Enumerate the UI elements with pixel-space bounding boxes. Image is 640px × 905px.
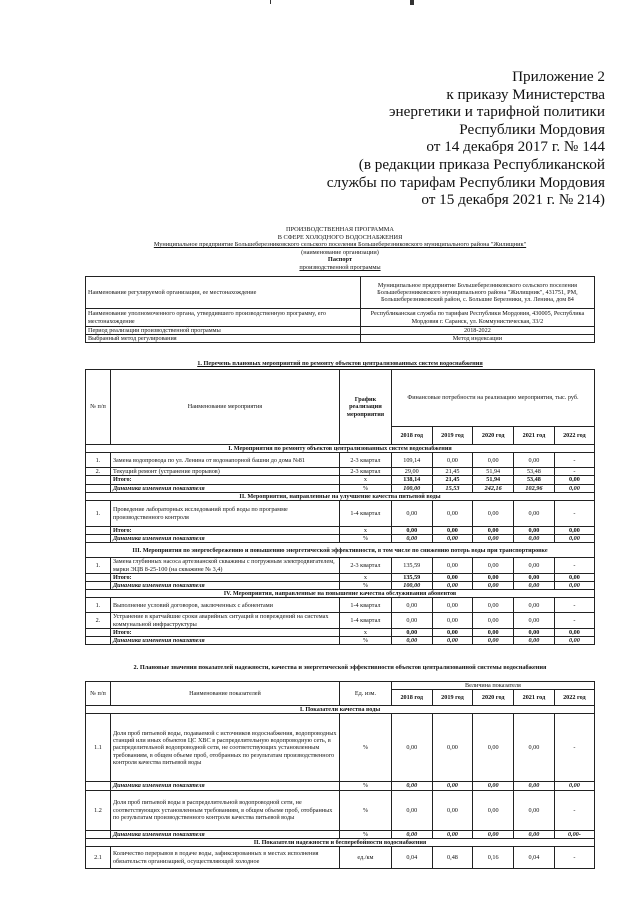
row-value: 0,00 [432,613,473,628]
row-value: - [554,501,594,527]
row-value: - [554,598,594,613]
table-row [86,582,595,590]
column-header-year: 2018 год [391,690,432,706]
row-value: 0,00 [391,782,432,790]
passport-label: Период реализации производственной программы [86,327,361,335]
row-value: 135,59 [391,558,432,573]
row-name: Итого: [110,573,339,581]
row-name: Замена глубинных насоса артезианской скважины с погружным электродвигателем, марки ЭЦВ 8-25-100 (на скважине № 3,4) [110,558,339,573]
row-value: - [554,558,594,573]
table-row [86,527,595,535]
passport-label: Выбранный метод регулирования [86,335,361,343]
row-schedule: x [339,476,391,484]
column-header-no: № п/п [86,370,111,445]
row-value: 0,00 [432,501,473,527]
row-value: 0,00 [473,830,514,838]
table-row [86,790,595,830]
row-name: Доля проб питьевой воды в распределительной водопроводной сети, не соответствующих установленным требованиям, в общем объеме проб, отобранных по результатам производственного контроля качества питьевой воды [110,790,339,830]
row-name: Замена водопровода по ул. Ленина от водонапорной башни до дома №81 [110,453,339,468]
row-value: 0,00 [514,714,555,782]
row-value: 0,00 [432,830,473,838]
column-header-year: 2022 год [554,427,594,445]
table-row [86,782,595,790]
row-value: 0,00 [391,628,432,636]
table-row [86,573,595,581]
row-value: 0,00 [514,582,555,590]
section-row [86,838,595,846]
row-schedule: % [339,484,391,492]
row-value: 0,00 [391,637,432,645]
indicators-table [85,681,595,869]
row-value: 0,00 [391,714,432,782]
table-row [86,327,595,335]
row-unit: % [339,714,391,782]
row-value: 0,48 [432,847,473,869]
table-row [86,277,595,309]
row-value: 0,04 [514,847,555,869]
column-header-year: 2019 год [432,427,473,445]
table-row [86,637,595,645]
passport-label: Наименование уполномоченного органа, утвердившего производственную программу, его местонахождение [86,309,361,327]
section-row [86,706,595,714]
organization-name: Муниципальное предприятие Большеберезниковского сельского поселения Большеберезниковского муниципального района "Жилищник" [153,241,527,249]
row-value: - [554,453,594,468]
row-value: 0,00 [514,501,555,527]
row-unit: % [339,790,391,830]
column-header-schedule: График реализации мероприятия [339,370,391,445]
row-value: 0,00 [391,613,432,628]
column-header-year: 2021 год [514,427,555,445]
table-row [86,830,595,838]
row-value: 0,00 [473,558,514,573]
passport-value: 2018-2022 [360,327,594,335]
section-row [86,492,595,500]
section-row [86,543,595,558]
row-value: 0,00 [514,527,555,535]
row-schedule: x [339,527,391,535]
row-value: - [554,790,594,830]
row-value: 0,00 [473,535,514,543]
row-value: 0,00 [473,613,514,628]
row-value: - [554,847,594,869]
row-schedule: 1-4 квартал [339,598,391,613]
appendix-line: (в редакции приказа Республиканской [358,155,605,173]
column-header-financing: Финансовые потребности на реализацию мероприятия, тыс. руб. [391,370,594,427]
row-schedule: x [339,628,391,636]
row-value: 0,00 [473,598,514,613]
row-value: 0,00 [432,558,473,573]
row-value: 0,00 [473,453,514,468]
row-number [86,484,111,492]
row-value: 0,00 [391,598,432,613]
column-header-year: 2018 год [391,427,432,445]
row-value: 0,00 [514,830,555,838]
table-row [86,535,595,543]
row-value: 0,00 [554,535,594,543]
passport-value: Муниципальное предприятие Большеберезниковского сельского поселения Большеберезниковского муниципального района "Жилищник", 431751, РМ, Большеберезниковский район, с. Большие Березники, ул. Ленина, дом 84 [360,277,594,309]
row-value: 0,16 [473,847,514,869]
row-number: 1. [86,453,111,468]
row-value: 29,00 [391,468,432,476]
row-unit: % [339,830,391,838]
appendix-line: службы по тарифам Республики Мордовия [326,173,605,191]
scan-mark [410,0,414,5]
row-number: 1. [86,558,111,573]
appendix-line: к приказу Министерства [446,85,605,103]
row-number [86,573,111,581]
row-name: Динамика изменения показателя [110,484,339,492]
table2-title: 2. Плановые значения показателей надежности, качества и энергетической эффективности объектов централизованной системы водоснабжения [133,664,547,671]
row-value: 0,00 [391,535,432,543]
appendix-line: энергетики и тарифной политики [388,103,605,121]
table-row [86,598,595,613]
row-value: 0,00 [391,830,432,838]
appendix-line: Республики Мордовия [459,120,605,138]
section-title: II. Мероприятия, направленные на улучшение качества питьевой воды [86,492,595,500]
row-value: 53,48 [514,476,555,484]
row-value: 0,00 [514,573,555,581]
row-value: 53,48 [514,468,555,476]
table-row [86,847,595,869]
passport-value: Метод индексации [360,335,594,343]
row-name: Количество перерывов в подаче воды, зафиксированных в местах исполнения обязательств организацией, осуществляющей холодное [110,847,339,869]
table-header-row [86,370,595,427]
row-value: 109,14 [391,453,432,468]
row-number [86,476,111,484]
section-row [86,445,595,453]
row-value: 0,00 [514,613,555,628]
column-header-year: 2020 год [473,690,514,706]
table2-wrap [85,681,595,869]
passport-table-wrap [85,276,595,343]
row-value: 0,00 [514,558,555,573]
row-value: 0,00 [514,790,555,830]
column-header-year: 2019 год [432,690,473,706]
row-value: 0,00 [432,582,473,590]
row-name: Итого: [110,476,339,484]
row-number [86,535,111,543]
row-value: 0,00 [391,790,432,830]
row-value: 0,00 [432,598,473,613]
row-value: 0,00 [473,573,514,581]
section-title: I. Мероприятия по ремонту объектов централизованных систем водоснабжения [86,445,595,453]
row-name: Проведение лабораторных исследований проб воды по программе производственного контроля [110,501,339,527]
column-header-value: Величина показателя [391,682,594,690]
passport-value: Республиканская служба по тарифам Республики Мордовия, 430005, Республика Мордовия г. Саранск, ул. Коммунистическая, 33/2 [360,309,594,327]
appendix-line: от 15 декабря 2021 г. № 214) [421,191,605,209]
row-value: 0,04 [391,847,432,869]
row-unit: % [339,782,391,790]
row-value: 15,53 [432,484,473,492]
row-value: 100,00 [391,582,432,590]
row-name: Устранение в кратчайшие сроки аварийных ситуаций и повреждений на системах коммунальной инфраструктуры [110,613,339,628]
row-value: 0,00 [514,637,555,645]
row-value: 0,00 [554,628,594,636]
row-unit: ед./км [339,847,391,869]
row-value: 0,00 [554,582,594,590]
row-number: 1. [86,501,111,527]
row-value: 0,00 [432,535,473,543]
column-header-year: 2022 год [554,690,594,706]
table-header-row [86,682,595,690]
row-number [86,782,111,790]
section-row [86,590,595,598]
column-header-name: Наименование показателей [110,682,339,706]
row-value: 242,16 [473,484,514,492]
row-value: 51,94 [473,468,514,476]
row-name: Итого: [110,527,339,535]
column-header-year: 2021 год [514,690,555,706]
scan-mark [270,0,271,4]
row-value: 0,00 [473,790,514,830]
table-row [86,501,595,527]
activities-table [85,369,595,645]
row-name: Динамика изменения показателя [110,582,339,590]
row-number [86,628,111,636]
table-row [86,468,595,476]
organization-caption: (наименование организации) [301,248,379,256]
row-value: 0,00 [432,637,473,645]
row-value: 0,00 [432,790,473,830]
row-name: Динамика изменения показателя [110,637,339,645]
passport-label: Наименование регулируемой организации, ее местонахождение [86,277,361,309]
row-value: 0,00 [554,476,594,484]
row-value: 0,00 [554,573,594,581]
passport-table [85,276,595,343]
row-value: 0,00 [554,484,594,492]
column-header-unit: Ед. изм. [339,682,391,706]
table-row [86,335,595,343]
column-header-year: 2020 год [473,427,514,445]
program-title: ПРОИЗВОДСТВЕННАЯ ПРОГРАММА [286,226,394,233]
table-row [86,613,595,628]
row-value: 0,00 [514,453,555,468]
row-value: 0,00 [432,628,473,636]
row-value: - [554,468,594,476]
row-value: 0,00 [514,598,555,613]
row-schedule: % [339,535,391,543]
row-number [86,830,111,838]
column-header-no: № п/п [86,682,111,706]
passport-subtitle: производственной программы [299,263,381,271]
column-header-name: Наименование мероприятия [110,370,339,445]
row-value: 0,00 [473,501,514,527]
row-value: 0,00 [514,535,555,543]
row-number: 2. [86,468,111,476]
table-row [86,309,595,327]
row-value: 0,00 [432,453,473,468]
table-row [86,714,595,782]
row-value: - [554,613,594,628]
row-schedule: x [339,573,391,581]
row-value: 0,00 [554,637,594,645]
row-value: 0,00 [473,582,514,590]
table-row [86,453,595,468]
row-value: 100,00 [391,484,432,492]
row-number: 1.1 [86,714,111,782]
row-schedule: 2-3 квартал [339,453,391,468]
row-name: Текущий ремонт (устранение прорывов) [110,468,339,476]
appendix-line: от 14 декабря 2017 г. № 144 [426,138,605,156]
section-title: IV. Мероприятия, направленные на повышение качества обслуживания абонентов [86,590,595,598]
row-value: 135,59 [391,573,432,581]
row-number: 2.1 [86,847,111,869]
row-value: 0,00 [473,714,514,782]
appendix-header [327,68,605,209]
table-row [86,628,595,636]
row-value: 0,00 [473,782,514,790]
row-value: 0,00 [432,527,473,535]
row-value: 102,96 [514,484,555,492]
passport-title: Паспорт [327,256,353,264]
row-schedule: 1-4 квартал [339,613,391,628]
row-name: Итого: [110,628,339,636]
row-value: 0,00 [514,782,555,790]
row-value: 0,00 [514,628,555,636]
row-value: 51,94 [473,476,514,484]
row-number [86,527,111,535]
table-row [86,484,595,492]
row-name: Динамика изменения показателя [110,535,339,543]
row-value: 0,00 [473,637,514,645]
row-value: 21,45 [432,468,473,476]
row-name: Доля проб питьевой воды, подаваемой с источников водоснабжения, водопроводных станций или иных объектов ЦС ХВС в распределительную водопроводную сеть, в распределительной водопроводной сети, не соответствующих установленным требованиям, в общем объеме проб, отобранных по результатам производственного контроля качества питьевой воды [110,714,339,782]
row-value: 0,00- [554,830,594,838]
program-subtitle: В СФЕРЕ ХОЛОДНОГО ВОДОСНАБЖЕНИЯ [277,233,403,241]
table1-title: 1. Перечень плановых мероприятий по ремонту объектов централизованных систем водоснабжения [197,360,483,367]
row-schedule: % [339,582,391,590]
row-value: 21,45 [432,476,473,484]
row-value: 0,00 [391,527,432,535]
row-value: 0,00 [432,782,473,790]
section-title: II. Показатели надежности и бесперебойности водоснабжения [86,838,595,846]
row-value: - [554,714,594,782]
table-row [86,558,595,573]
row-value: 0,00 [554,527,594,535]
row-schedule: % [339,637,391,645]
row-value: 0,00 [473,527,514,535]
row-number: 2. [86,613,111,628]
row-name: Динамика изменения показателя [110,830,339,838]
row-value: 138,14 [391,476,432,484]
row-name: Динамика изменения показателя [110,782,339,790]
row-value: 0,00 [473,628,514,636]
table-row [86,476,595,484]
row-number [86,582,111,590]
row-schedule: 2-3 квартал [339,468,391,476]
row-value: 0,00 [391,501,432,527]
row-value: 0,00 [432,573,473,581]
appendix-line: Приложение 2 [512,68,605,85]
section-title: III. Мероприятия по энергосбережению и повышению энергетической эффективности, в том числе по снижению потерь воды при транспортировке [86,543,595,558]
table1-wrap [85,369,595,645]
program-title-block [85,226,595,272]
row-value: 0,00 [554,782,594,790]
row-number [86,637,111,645]
row-schedule: 2-3 квартал [339,558,391,573]
row-schedule: 1-4 квартал [339,501,391,527]
section-title: I. Показатели качества воды [86,706,595,714]
row-number: 1.2 [86,790,111,830]
row-number: 1. [86,598,111,613]
row-value: 0,00 [432,714,473,782]
row-name: Выполнение условий договоров, заключенных с абонентами [110,598,339,613]
